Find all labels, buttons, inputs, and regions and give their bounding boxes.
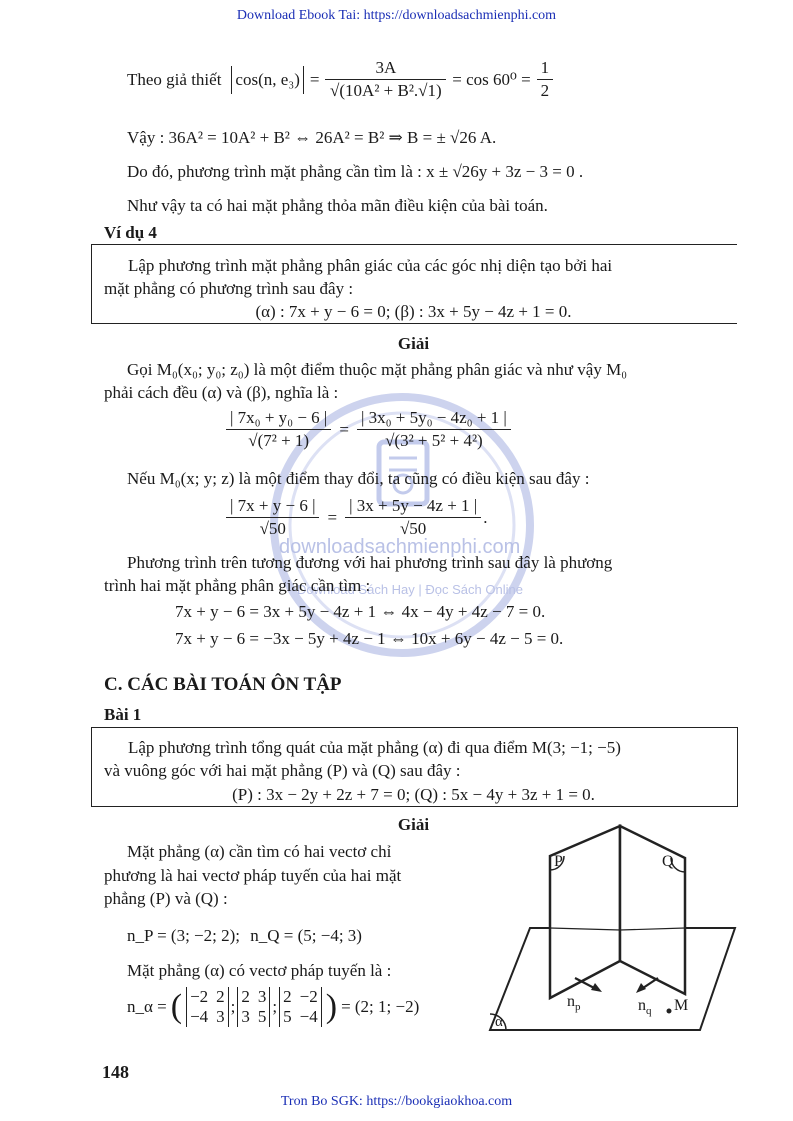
example-4-solution-2: phải cách đều (α) và (β), nghĩa là :: [104, 383, 339, 402]
exercise-1-solution-4: Mặt phẳng (α) có vectơ pháp tuyến là :: [127, 961, 392, 980]
section-c-title: C. CÁC BÀI TOÁN ÔN TẬP: [104, 674, 342, 695]
planes-figure: [480, 818, 770, 1038]
label-q: Q: [662, 853, 674, 870]
intro-line-2: Vậy : 36A² = 10A² + B² ⇔ 26A² = B² ⇒ B = ± √26 A.: [127, 128, 497, 147]
intro-cos60: = cos 60⁰ =: [452, 69, 531, 89]
distance-equation-1: $\frac{\text{| 7x₀ + y₀ − 6 |}}{\text{√(7² + 1)}}$ = $\frac{\text{| 3x₀ + 5y₀ − 4z₀ + 1 |}}{\text{√(3² + 5² + 4²)}}$: [226, 408, 511, 451]
exercise-1-solution-1: Mặt phẳng (α) cần tìm có hai vectơ chỉ: [127, 842, 392, 861]
example-4-equations: (α) : 7x + y − 6 = 0; (β) : 3x + 5y − 4z + 1 = 0.: [255, 302, 572, 321]
intro-line-3: Do đó, phương trình mặt phẳng cần tìm là : x ± √26y + 3z − 3 = 0 .: [127, 162, 584, 181]
normal-vector-q: n_Q = (5; −4; 3): [250, 926, 362, 945]
label-nq: $n_q$: [638, 997, 652, 1018]
exercise-1-solution-2: phương là hai vectơ pháp tuyến của hai mặt: [104, 866, 402, 885]
exercise-1-solution-3: phẳng (P) và (Q) :: [104, 889, 228, 908]
normal-vector-p: n_P = (3; −2; 2);: [127, 926, 240, 945]
example-4-solution-3: Nếu M₀(x; y; z) là một điểm thay đổi, ta cũng có điều kiện sau đây :: [127, 469, 590, 488]
label-p: P: [554, 853, 563, 870]
intro-half: $\frac{1}{2}$: [537, 58, 554, 101]
watermark-tagline: Download Sách Hay | Đọc Sách Online: [297, 582, 523, 597]
footer-book-link[interactable]: Tron Bo SGK: https://bookgiaokhoa.com: [280, 1094, 513, 1109]
bisector-equation-2: 7x + y − 6 = −3x − 5y + 4z − 1 ⇔ 10x + 6y − 4z − 5 = 0.: [175, 629, 564, 648]
exercise-1-text-2: và vuông góc với hai mặt phẳng (P) và (Q) sau đây :: [104, 761, 461, 780]
intro-abs-cos: cos(n, e₃): [231, 66, 303, 94]
example-4-text-2: mặt phẳng có phương trình sau đây :: [104, 279, 354, 298]
determinant-3: 2 −2 5 −4: [279, 987, 322, 1027]
intro-line-4: Như vậy ta có hai mặt phẳng thỏa mãn điều kiện của bài toán.: [127, 196, 548, 215]
label-np: $n_p$: [567, 993, 581, 1014]
example-4-solution-4: Phương trình trên tương đương với hai phương trình sau đây là phương: [127, 553, 613, 572]
label-m: M: [674, 997, 689, 1014]
example-4-title: Ví dụ 4: [104, 223, 157, 242]
example-4-solution-1: Gọi M₀(x₀; y₀; z₀) là một điểm thuộc mặt phẳng phân giác và như vậy M₀: [127, 360, 628, 379]
bisector-equation-1: 7x + y − 6 = 3x + 5y − 4z + 1 ⇔ 4x − 4y + 4z − 7 = 0.: [175, 602, 546, 621]
example-4-solution-title: Giải: [397, 334, 430, 353]
normal-vector-alpha: n_α = ( −2 2 −4 3 ; 2 3 3 5 ; 2 −2 5 −4 ) = (2; 1; −2): [127, 987, 420, 1026]
label-alpha: α: [495, 1014, 503, 1030]
plane-q: [620, 826, 685, 994]
watermark-site: downloadsachmienphi.com: [279, 536, 521, 558]
exercise-1-title: Bài 1: [104, 705, 142, 724]
exercise-1-text-1: Lập phương trình tổng quát của mặt phẳng (α) đi qua điểm M(3; −1; −5): [128, 738, 621, 757]
normal-vector-result: = (2; 1; −2): [341, 997, 420, 1016]
determinant-1: −2 2 −4 3: [186, 987, 229, 1027]
page-number: 148: [102, 1062, 129, 1082]
determinant-2: 2 3 3 5: [237, 987, 270, 1027]
example-4-solution-5: trình hai mặt phẳng phân giác cần tìm :: [104, 576, 371, 595]
header-download-link[interactable]: Download Ebook Tai: https://downloadsachmienphi.com: [236, 8, 557, 23]
intro-line-1: Theo giả thiết cos(n, e₃) = $\frac{3A}{\text{√(10A² + B².√1)}}$ = cos 60⁰ = $\frac{1}{2}$: [127, 58, 553, 101]
exercise-1-solution-title: Giải: [397, 815, 430, 834]
distance-equation-2: $\frac{| 7x + y - 6 |}{√50}$ = $\frac{| 3x + 5y - 4z + 1 |}{√50}$ .: [226, 496, 487, 539]
intro-fraction: $\frac{3A}{\text{√(10A² + B².√1)}}$: [325, 58, 446, 101]
normal-vectors-pq: [127, 926, 362, 946]
example-4-text-1: Lập phương trình mặt phẳng phân giác của các góc nhị diện tạo bởi hai: [128, 256, 613, 275]
point-m: [667, 1009, 672, 1014]
exercise-1-equations: (P) : 3x − 2y + 2z + 7 = 0; (Q) : 5x − 4y + 3z + 1 = 0.: [232, 785, 595, 804]
intro-prefix: Theo giả thiết: [127, 69, 222, 89]
